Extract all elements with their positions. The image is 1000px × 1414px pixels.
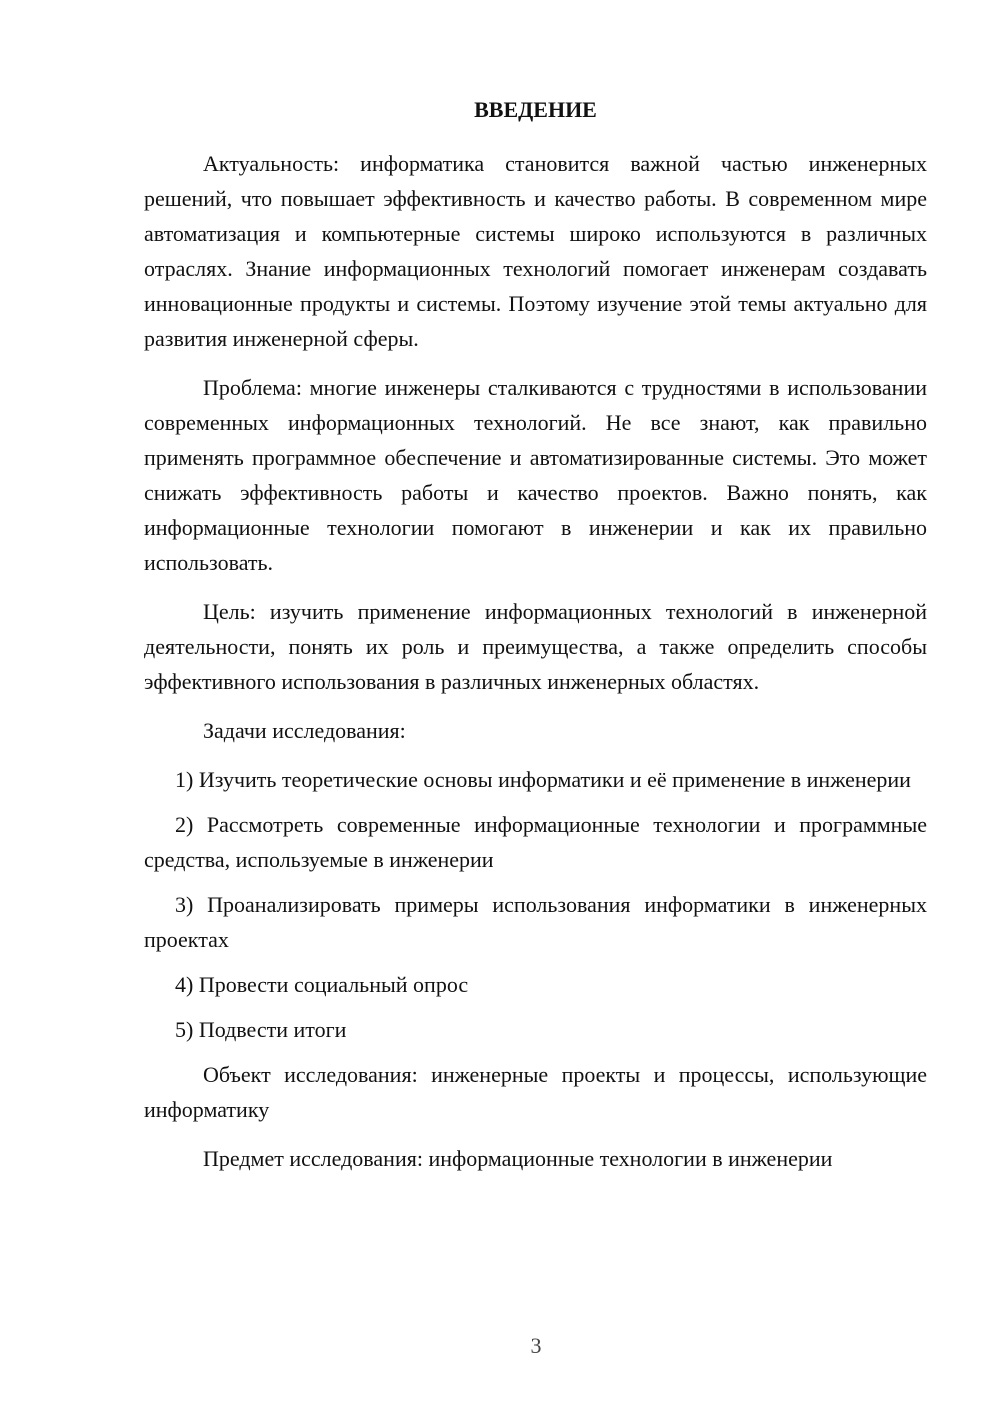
paragraph-goal: Цель: изучить применение информационных технологий в инженерной деятельности, понять их роль и преимущества, а также определить способы эффективного использования в различных инженерных областях. [144,599,927,694]
task-item-2: 2) Рассмотреть современные информационные технологии и программные средства, используемые в инженерии [144,812,927,872]
task-item-5: 5) Подвести итоги [175,1017,347,1042]
task-item-3: 3) Проанализировать примеры использования информатики в инженерных проектах [144,892,927,952]
paragraph-object: Объект исследования: инженерные проекты и процессы, использующие информатику [144,1062,927,1122]
paragraph-subject: Предмет исследования: информационные технологии в инженерии [203,1146,833,1171]
task-item-1: 1) Изучить теоретические основы информатики и её применение в инженерии [175,767,911,792]
paragraph-relevance: Актуальность: информатика становится важной частью инженерных решений, что повышает эффективность и качество работы. В современном мире автоматизация и компьютерные системы широко используются в различных отраслях. Знание информационных технологий помогает инженерам создавать инновационные продукты и системы. Поэтому изучение этой темы актуально для развития инженерной сферы. [144,151,927,351]
section-title: ВВЕДЕНИЕ [474,97,597,122]
paragraph-tasks-heading: Задачи исследования: [203,718,406,743]
task-item-4: 4) Провести социальный опрос [175,972,469,997]
paragraph-problem: Проблема: многие инженеры сталкиваются с трудностями в использовании современных информационных технологий. Не все знают, как правильно применять программное обеспечение и автоматизированные системы. Это может снижать эффективность работы и качество проектов. Важно понять, как информационные технологии помогают в инженерии и как их правильно использовать. [144,375,927,575]
page-number: 3 [530,1333,542,1358]
page-content [144,92,927,1176]
